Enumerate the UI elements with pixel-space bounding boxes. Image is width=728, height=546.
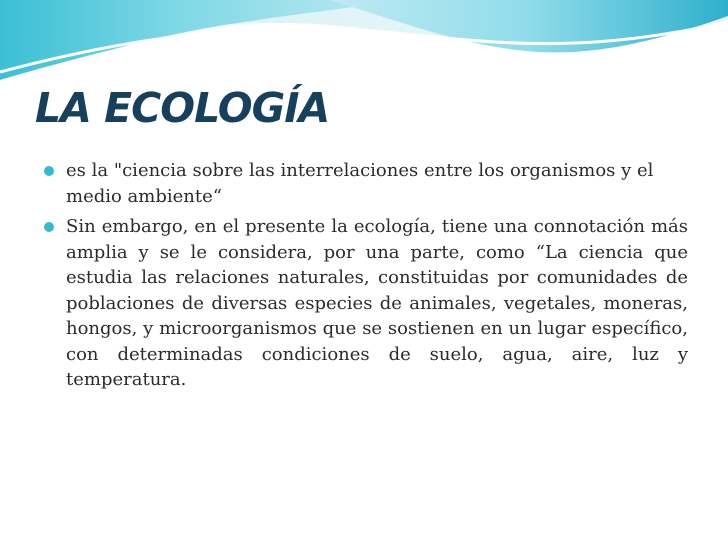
decorative-wave-header	[0, 0, 728, 90]
bullet-list	[44, 158, 688, 398]
bullet-text: Sin embargo, en el presente la ecología, tiene una connotación más amplia y se le considera, por una parte, como “La ciencia que estudia las relaciones naturales, constituidas por comunidades de poblaciones de diversas especies de animales, vegetales, moneras, hongos, y microorganismos que se sostienen en un lugar específico, con determinadas condiciones de suelo, agua, aire, luz y temperatura.	[66, 216, 688, 390]
bullet-item-modern-definition	[44, 214, 688, 393]
bullet-dot-icon	[44, 166, 54, 176]
bullet-text: es la "ciencia sobre las interrelaciones entre los organismos y el medio ambiente“	[66, 160, 654, 207]
slide-title: LA ECOLOGÍA	[35, 84, 330, 132]
bullet-item-definition	[44, 158, 688, 209]
bullet-dot-icon	[44, 222, 54, 232]
